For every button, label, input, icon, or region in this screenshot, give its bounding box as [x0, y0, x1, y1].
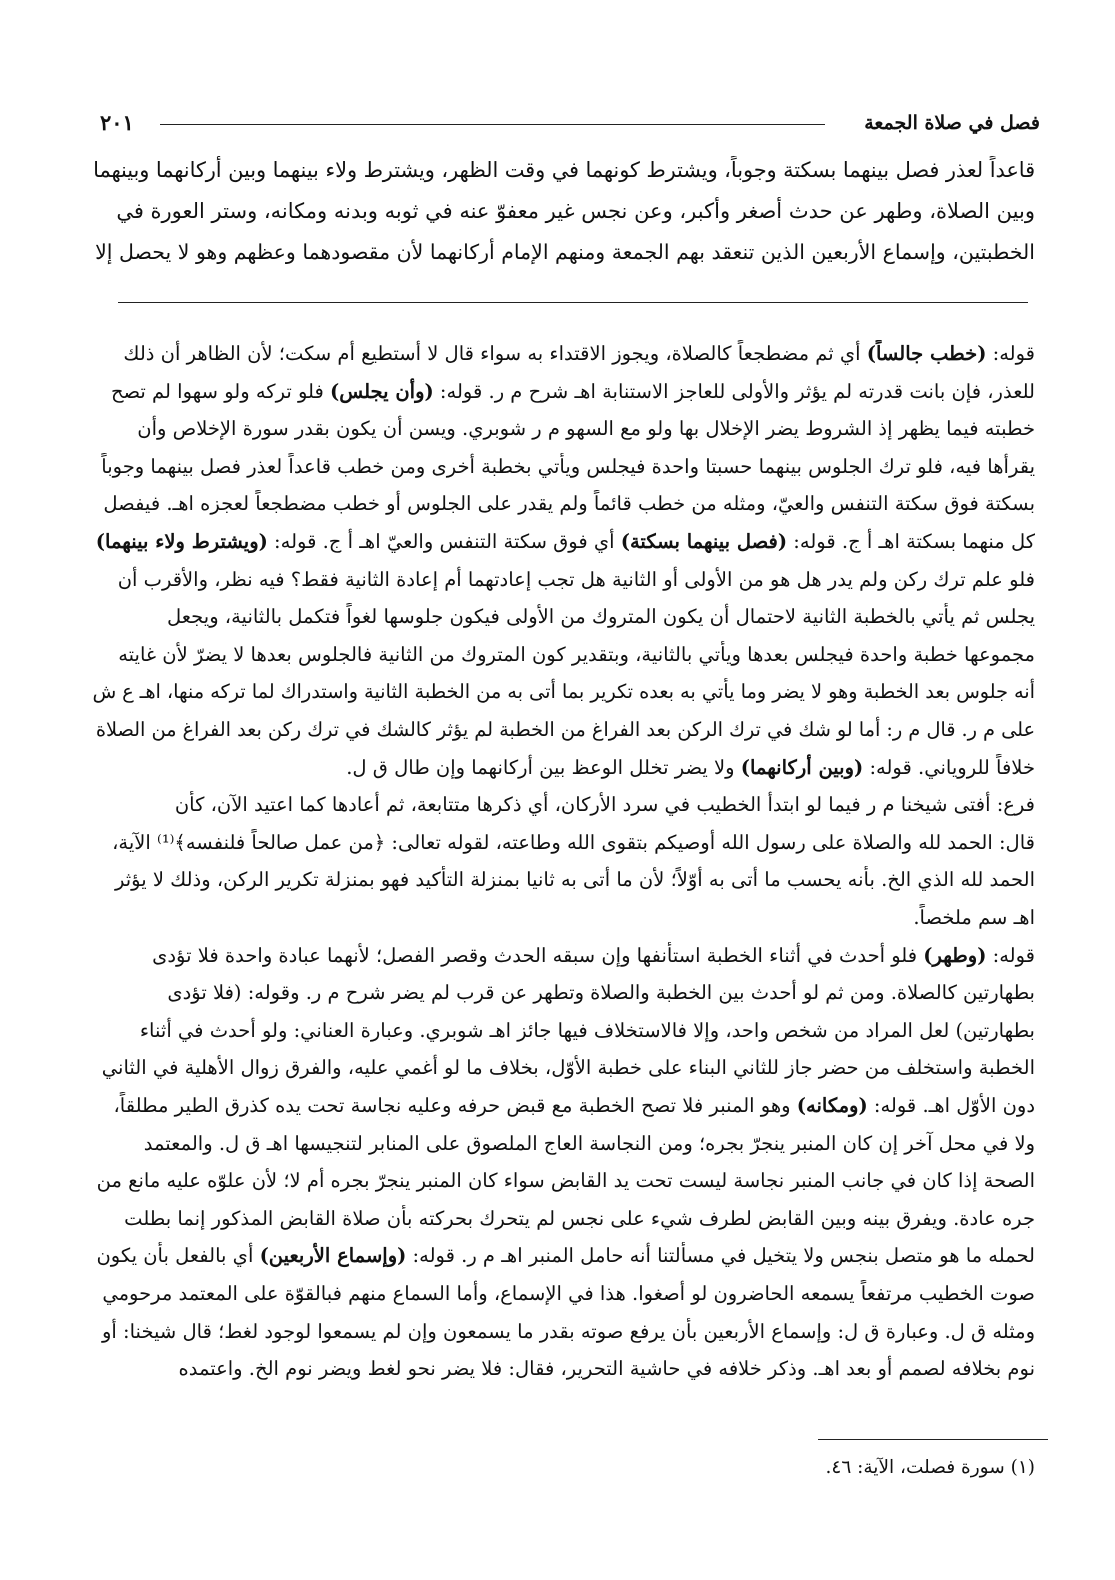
- footnote-rule: [818, 1439, 1048, 1440]
- header-rule: [160, 124, 825, 125]
- main-text-line: الخطبتين، وإسماع الأربعين الذين تنعقد بهم الجمعة ومنهم الإمام أركانهما لأن مقصودهما وعظهم وهو لا يحصل إلا: [95, 240, 1035, 264]
- commentary-line: ومثله ق ل. وعبارة ق ل: وإسماع الأربعين بأن يرفع صوته بقدر ما يسمعون وإن لم يسمعوا لوجود لغط؛ قال شيخنا: أو: [102, 1319, 1035, 1343]
- commentary-line: صوت الخطيب مرتفعاً يسمعه الحاضرون لو أصغوا. هذا في الإسماع، وأما السماع منهم فبالقوّة على المعتمد مرحومي: [102, 1282, 1035, 1305]
- main-text-line: قاعداً لعذر فصل بينهما بسكتة وجوباً، ويشترط كونهما في وقت الظهر، ويشترط ولاء بينهما وبين أركانهما وبينهما: [93, 158, 1035, 182]
- commentary-line: لحمله ما هو متصل بنجس ولا يتخيل في مسألتنا أنه حامل المنبر اهـ م ر. قوله: (وإسماع الأربعين) أي بالفعل بأن يكون: [96, 1244, 1035, 1268]
- commentary-line: جره عادة. ويفرق بينه وبين القابض لطرف شيء على نجس لم يتحرك بحركته بأن صلاة القابض المذكور إنما بطلت: [124, 1206, 1035, 1230]
- commentary-line: للعذر، فإن بانت قدرته لم يؤثر والأولى للعاجز الاستنابة اهـ شرح م ر. قوله: (وأن يجلس) فلو تركه ولو سهوا لم تصح: [110, 379, 1035, 403]
- footnote-text: سورة فصلت، الآية: ٤٦.: [825, 1457, 1005, 1478]
- footnote: [826, 1455, 1036, 1481]
- commentary-line: قال: الحمد لله والصلاة على رسول الله أوصيكم بتقوى الله وطاعته، لقوله تعالى: ﴿من عمل صالحاً فلنفسه﴾⁽¹⁾ الآية،: [112, 830, 1035, 854]
- commentary-line: يقرأها فيه، فلو ترك الجلوس بينهما حسبتا واحدة فيجلس ويأتي بخطبة أخرى ومن خطب قاعداً لعذر فصل بينهما وجوباً: [101, 454, 1035, 478]
- commentary-line: الحمد لله الذي الخ. بأنه يحسب ما أتى به أوّلاً؛ لأن ما أتى به ثانيا بمنزلة التأكيد فهو بمنزلة تكرير الركن، وذلك لا يؤثر: [114, 868, 1035, 892]
- commentary-line: بطهارتين كالصلاة. ومن ثم لو أحدث بين الخطبة والصلاة وتطهر عن قرب لم يضر شرح م ر. وقوله: (فلا تؤدى: [167, 981, 1035, 1005]
- commentary-line: كل منهما بسكتة اهـ أ ج. قوله: (فصل بينهما بسكتة) أي فوق سكتة التنفس والعيّ اهـ أ ج. قوله: (ويشترط ولاء بينهما): [95, 530, 1035, 553]
- chapter-title: فصل في صلاة الجمعة: [864, 112, 1040, 134]
- commentary-line: مجموعها خطبة واحدة فيجلس بعدها ويأتي بالثانية، وبتقدير كون المتروك من الثانية فالجلوس بعدها لا يضرّ لأن غايته: [118, 642, 1035, 666]
- commentary-line: يجلس ثم يأتي بالخطبة الثانية لاحتمال أن يكون المتروك من الأولى فيكون جلوسها لغواً فتكمل بالثانية، ويجعل: [167, 605, 1035, 629]
- commentary-line: الصحة إذا كان في جانب المنبر نجاسة ليست تحت يد القابض سواء كان المنبر ينجرّ بجره أم لا؛ لأن علوّه عليه مانع من: [96, 1169, 1035, 1193]
- commentary-line: بسكتة فوق سكتة التنفس والعيّ، ومثله من خطب قائماً ولم يقدر على الجلوس أو خطب مضطجعاً لعجزه اهـ. فيفصل: [103, 492, 1035, 516]
- commentary-line: أنه جلوس بعد الخطبة وهو لا يضر وما يأتي به بعده تكرير بما أتى به من الخطبة الثانية واستدراك لما تركه منها، اهـ ع ش: [92, 680, 1035, 704]
- footnote-number: (١): [1010, 1457, 1035, 1478]
- commentary-line: قوله: (وطهر) فلو أحدث في أثناء الخطبة استأنفها وإن سبقه الحدث وقصر الفصل؛ لأنهما عبادة واحدة فلا تؤدى: [152, 943, 1035, 967]
- commentary-line: على م ر. قال م ر: أما لو شك في ترك الركن بعد الفراغ من الخطبة لم يؤثر كالشك في ترك ركن بعد الفراغ من الصلاة: [95, 718, 1035, 741]
- commentary-line: فرع: أفتى شيخنا م ر فيما لو ابتدأ الخطيب في سرد الأركان، أي ذكرها متتابعة، ثم أعادها كما اعتيد الآن، كأن: [174, 793, 1035, 817]
- commentary-line: الخطبة واستخلف من حضر جاز للثاني البناء على خطبة الأوّل، بخلاف ما لو أُغمي عليه، والفرق زوال الأهلية في الثاني: [101, 1056, 1035, 1080]
- page-header: [100, 108, 1040, 142]
- commentary-line: نوم بخلافه لصمم أو بعد اهـ. وذكر خلافه في حاشية التحرير، فقال: فلا يضر نحو لغط ويضر نوم الخ. واعتمده: [178, 1357, 1035, 1381]
- commentary-line: خطبته فيما يظهر إذ الشروط يضر الإخلال بها ولو مع السهو م ر شوبري. ويسن أن يكون بقدر سورة الإخلاص وأن: [137, 417, 1035, 441]
- commentary-line: اهـ سم ملخصاً.: [913, 906, 1035, 929]
- main-text-line: وبين الصلاة، وطهر عن حدث أصغر وأكبر، وعن نجس غير معفوّ عنه في ثوبه وبدنه ومكانه، وستر العورة في: [116, 199, 1035, 223]
- commentary-line: فلو علم ترك ركن ولم يدر هل هو من الأولى أو الثانية هل تجب إعادتهما أم إعادة الثانية فقط؟ فيه نظر، والأقرب أن: [117, 567, 1035, 591]
- section-divider: [118, 302, 1028, 303]
- page-number: ٢٠١: [100, 110, 134, 135]
- commentary-line: قوله: (خطب جالساً) أي ثم مضطجعاً كالصلاة، ويجوز الاقتداء به سواء قال لا أستطيع أم سكت؛ لأن الظاهر أن ذلك: [123, 342, 1035, 365]
- commentary-line: بطهارتين) لعل المراد من شخص واحد، وإلا فالاستخلاف فيها جائز اهـ شوبري. وعبارة العناني: ولو أحدث في أثناء: [139, 1018, 1035, 1042]
- commentary-line: ولا في محل آخر إن كان المنبر ينجرّ بجره؛ ومن النجاسة العاج الملصوق على المنابر لتنجيسها اهـ ق ل. والمعتمد: [143, 1131, 1035, 1155]
- commentary-line: دون الأوّل اهـ. قوله: (ومكانه) وهو المنبر فلا تصح الخطبة مع قبض حرفه وعليه نجاسة تحت يده كذرق الطير مطلقاً،: [113, 1094, 1035, 1117]
- commentary-line: خلافاً للروياني. قوله: (وبين أركانهما) ولا يضر تخلل الوعظ بين أركانهما وإن طال ق ل.: [346, 755, 1035, 779]
